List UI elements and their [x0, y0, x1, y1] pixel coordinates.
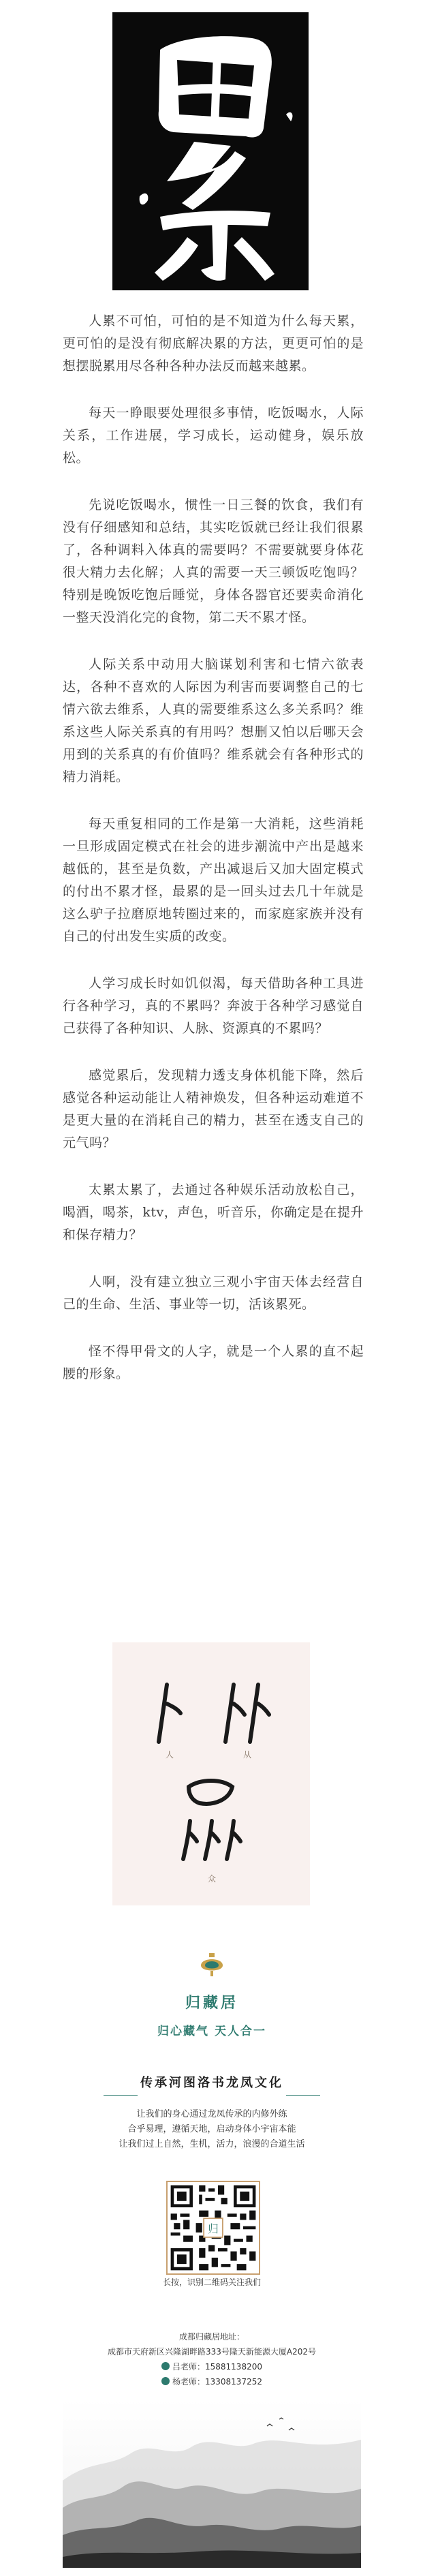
oracle-label-ren: 人	[166, 1750, 174, 1760]
lantern-logo-icon	[195, 1950, 228, 1978]
address-title: 成都归藏居地址：	[178, 2332, 245, 2342]
heritage-title: 传承河图洛书龙凤文化	[140, 2076, 283, 2090]
article-paragraph: 太累太累了，去通过各种娱乐活动放松自己，喝酒，喝茶，ktv，声色，听音乐，你确定是在提升和保存精力？	[63, 1182, 364, 1242]
svg-text:归: 归	[208, 2222, 219, 2235]
phone-row-2[interactable]	[104, 2374, 320, 2389]
article-paragraph: 人累不可怕，可怕的是不知道为什么每天累，更可怕的是没有彻底解决累的方法，更更可怕的是想摆脱累用尽各种各种办法反而越来越累。	[63, 313, 364, 373]
phone-row-1[interactable]	[104, 2359, 320, 2374]
address-text: 成都市天府新区兴隆湖畔路333号隆天新能源大厦A202号	[107, 2347, 317, 2357]
oracle-bone-characters-icon	[112, 1642, 310, 1905]
article-paragraph: 先说吃饭喝水，惯性一日三餐的饮食，我们有没有仔细感知和总结，其实吃饭就已经让我们很累了，各种调料入体真的需要吗？不需要就要身体花很大精力去化解；人真的需要一天三顿饭吃饱吗？特别是晚饭吃饱后睡觉，身体各器官还要卖命消化一整天没消化完的食物，第二天不累才怪。	[63, 497, 364, 625]
qr-code-icon	[168, 2182, 259, 2273]
article-paragraph: 人际关系中动用大脑谋划利害和七情六欲表达，各种不喜欢的人际因为利害而要调整自己的七情六欲去维系，人真的需要维系这么多关系吗？维系这些人际关系真的有用吗？想删又怕以后哪天会用到的关系真的有价值吗？维系就会有各种形式的精力消耗。	[63, 657, 364, 784]
article-paragraph: 每天一睁眼要处理很多事情，吃饭喝水，人际关系，工作进展，学习成长，运动健身，娱乐放松。	[63, 405, 364, 465]
oracle-label-zhong: 众	[208, 1874, 217, 1884]
ink-mountain-landscape-icon	[63, 2399, 361, 2568]
article-paragraph: 人啊，没有建立独立三观小宇宙天体去经营自己的生命、生活、事业等一切，活该累死。	[63, 1274, 364, 1312]
divider-right	[286, 2095, 320, 2096]
oracle-label-cong: 从	[243, 1750, 252, 1760]
phone-icon	[161, 2362, 170, 2370]
phone-2: 杨老师：13308137252	[172, 2377, 262, 2387]
phone-1: 吕老师：15881138200	[172, 2362, 262, 2372]
oracle-bone-image	[112, 1642, 310, 1905]
phone-icon	[161, 2377, 170, 2385]
intro-line: 让我们过上自然，生机，活力，浪漫的合道生活	[119, 2139, 305, 2149]
intro-line: 合乎易理，遵循天地，启动身体小宇宙本能	[127, 2124, 296, 2134]
article-paragraph: 每天重复相同的工作是第一大消耗，这些消耗一旦形成固定模式在社会的进步潮流中产出是越来越低的，甚至是负数，产出减退后又加大固定模式的付出不累才怪，最累的是一回头过去几十年就是这么驴子拉磨原地转圈过来的，而家庭家族并没有自己的付出发生实质的改变。	[63, 816, 364, 944]
brand-slogan: 归心藏气 天人合一	[157, 2025, 266, 2038]
brand-intro	[90, 2107, 334, 2152]
article-body	[63, 310, 364, 1410]
article-paragraph: 怪不得甲骨文的人字，就是一个人累的直不起腰的形象。	[63, 1344, 364, 1381]
article-paragraph: 感觉累后，发现精力透支身体机能下降，然后感觉各种运动能让人精神焕发，但各种运动难道不是更大量的在消耗自己的精力，甚至在透支自己的元气吗？	[63, 1068, 364, 1150]
brand-name: 归藏居	[185, 1995, 238, 2012]
calligraphy-lei-icon	[112, 12, 309, 290]
hero-calligraphy-image	[112, 12, 309, 290]
article-paragraph: 人学习成长时如饥似渴，每天借助各种工具进行各种学习，真的不累吗？奔波于各种学习感觉自己获得了各种知识、人脉、资源真的不累吗？	[63, 976, 364, 1036]
qr-caption: 长按，识别二维码关注我们	[162, 2278, 261, 2287]
qr-code[interactable]	[166, 2181, 260, 2275]
brand-card	[63, 1929, 361, 2568]
intro-line: 让我们的身心通过龙凤传承的内修外练	[136, 2109, 287, 2119]
contact-info	[104, 2329, 320, 2389]
divider-left	[104, 2095, 138, 2096]
